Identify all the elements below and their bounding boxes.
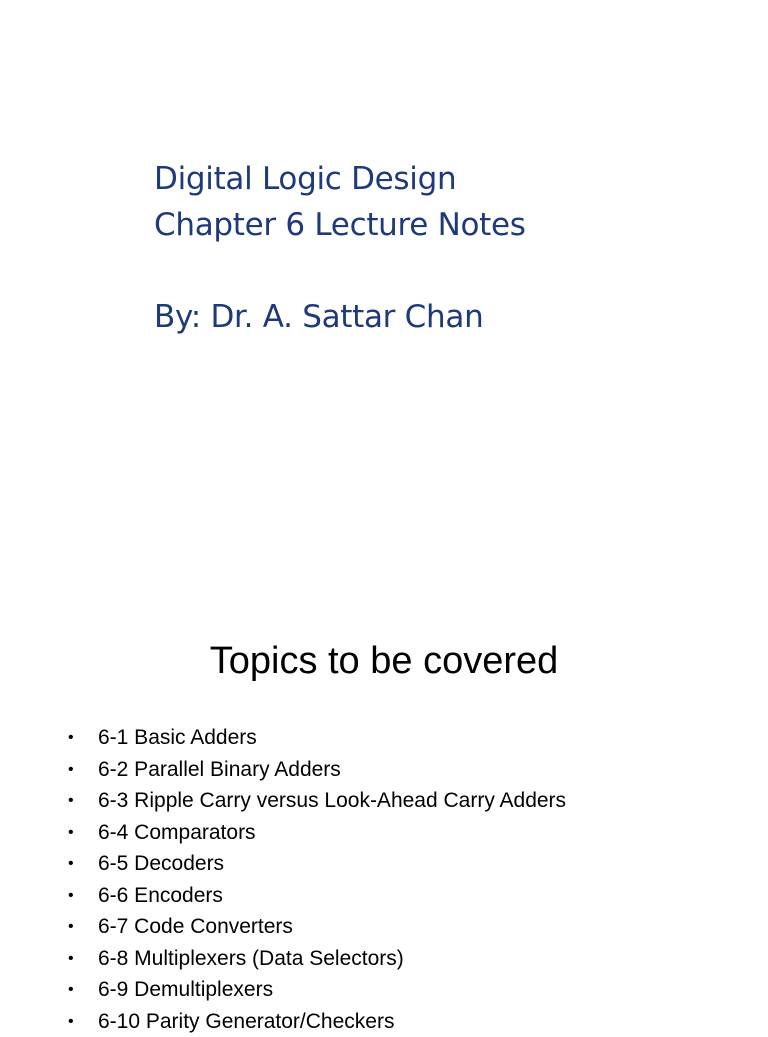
bullet-icon: • [66, 722, 98, 754]
topics-heading: Topics to be covered [0, 636, 768, 686]
topic-label: 6-1 Basic Adders [98, 722, 257, 754]
bullet-icon: • [66, 1006, 98, 1037]
list-item [66, 785, 566, 817]
list-item [66, 943, 566, 975]
bullet-icon: • [66, 754, 98, 786]
bullet-icon: • [66, 911, 98, 943]
topic-label: 6-7 Code Converters [98, 911, 293, 943]
course-title: Digital Logic Design [154, 156, 526, 202]
list-item [66, 754, 566, 786]
author-line: By: Dr. A. Sattar Chan [154, 294, 526, 340]
list-item [66, 722, 566, 754]
list-item [66, 817, 566, 849]
topic-label: 6-10 Parity Generator/Checkers [98, 1006, 394, 1037]
topic-label: 6-3 Ripple Carry versus Look-Ahead Carry Adders [98, 785, 566, 817]
topic-label: 6-9 Demultiplexers [98, 974, 273, 1006]
topic-label: 6-4 Comparators [98, 817, 256, 849]
bullet-icon: • [66, 817, 98, 849]
list-item [66, 974, 566, 1006]
list-item [66, 880, 566, 912]
bullet-icon: • [66, 880, 98, 912]
list-item [66, 848, 566, 880]
bullet-icon: • [66, 943, 98, 975]
topic-label: 6-5 Decoders [98, 848, 224, 880]
topic-label: 6-6 Encoders [98, 880, 223, 912]
title-slide-text [154, 156, 526, 340]
bullet-icon: • [66, 974, 98, 1006]
topics-list [66, 722, 566, 1037]
bullet-icon: • [66, 848, 98, 880]
topic-label: 6-2 Parallel Binary Adders [98, 754, 341, 786]
list-item [66, 1006, 566, 1037]
chapter-title: Chapter 6 Lecture Notes [154, 202, 526, 248]
list-item [66, 911, 566, 943]
topic-label: 6-8 Multiplexers (Data Selectors) [98, 943, 404, 975]
bullet-icon: • [66, 785, 98, 817]
